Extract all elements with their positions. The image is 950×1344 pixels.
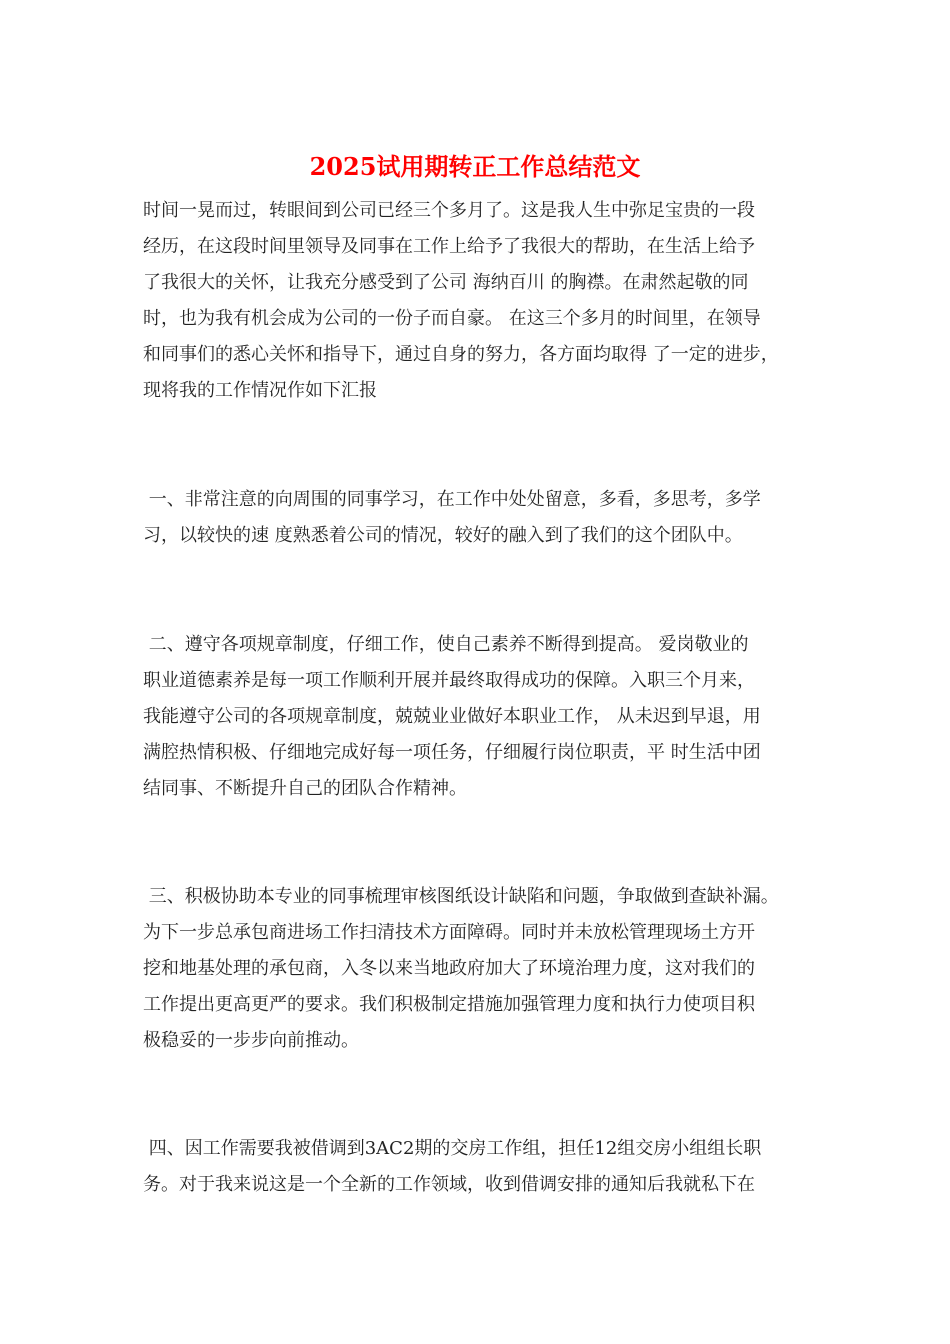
text-line: 职业道德素养是每一项工作顺利开展并最终取得成功的保障。入职三个月来， bbox=[143, 670, 755, 691]
text-line: 经历，在这段时间里领导及同事在工作上给予了我很大的帮助，在生活上给予 bbox=[143, 236, 755, 257]
text-line: 和同事们的悉心关怀和指导下，通过自身的努力，各方面均取得 了一定的进步， bbox=[143, 344, 779, 365]
text-line: 四、因工作需要我被借调到3AC2期的交房工作组，担任12组交房小组组长职 bbox=[143, 1138, 762, 1159]
text-line: 现将我的工作情况作如下汇报 bbox=[143, 380, 377, 401]
text-line: 一、非常注意的向周围的同事学习，在工作中处处留意，多看，多思考，多学 bbox=[143, 489, 761, 510]
text-line: 结同事、不断提升自己的团队合作精神。 bbox=[143, 778, 467, 799]
paragraph-section-3 bbox=[143, 879, 779, 1059]
text-line: 时，也为我有机会成为公司的一份子而自豪。 在这三个多月的时间里，在领导 bbox=[143, 308, 761, 329]
text-line: 极稳妥的一步步向前推动。 bbox=[143, 1030, 359, 1051]
document-title: 2025试用期转正工作总结范文 bbox=[309, 152, 641, 181]
text-line: 工作提出更高更严的要求。我们积极制定措施加强管理力度和执行力使项目积 bbox=[143, 994, 755, 1015]
text-line: 三、积极协助本专业的同事梳理审核图纸设计缺陷和问题，争取做到查缺补漏。 bbox=[143, 886, 779, 907]
text-line: 务。对于我来说这是一个全新的工作领域，收到借调安排的通知后我就私下在 bbox=[143, 1174, 755, 1195]
text-line: 挖和地基处理的承包商，入冬以来当地政府加大了环境治理力度，这对我们的 bbox=[143, 958, 755, 979]
paragraph-section-4 bbox=[143, 1131, 761, 1203]
text-line: 了我很大的关怀，让我充分感受到了公司 海纳百川 的胸襟。在肃然起敬的同 bbox=[143, 272, 749, 293]
text-line: 满腔热情积极、仔细地完成好每一项任务，仔细履行岗位职责，平 时生活中团 bbox=[143, 742, 761, 763]
paragraph-section-2 bbox=[143, 627, 761, 807]
paragraph-intro bbox=[143, 193, 779, 409]
text-line: 为下一步总承包商进场工作扫清技术方面障碍。同时并未放松管理现场土方开 bbox=[143, 922, 755, 943]
text-line: 习，以较快的速 度熟悉着公司的情况，较好的融入到了我们的这个团队中。 bbox=[143, 525, 743, 546]
text-line: 二、遵守各项规章制度，仔细工作，使自己素养不断得到提高。 爱岗敬业的 bbox=[143, 634, 749, 655]
paragraph-section-1 bbox=[143, 482, 761, 554]
text-line: 时间一晃而过，转眼间到公司已经三个多月了。这是我人生中弥足宝贵的一段 bbox=[143, 200, 755, 221]
text-line: 我能遵守公司的各项规章制度，兢兢业业做好本职业工作， 从未迟到早退，用 bbox=[143, 706, 761, 727]
